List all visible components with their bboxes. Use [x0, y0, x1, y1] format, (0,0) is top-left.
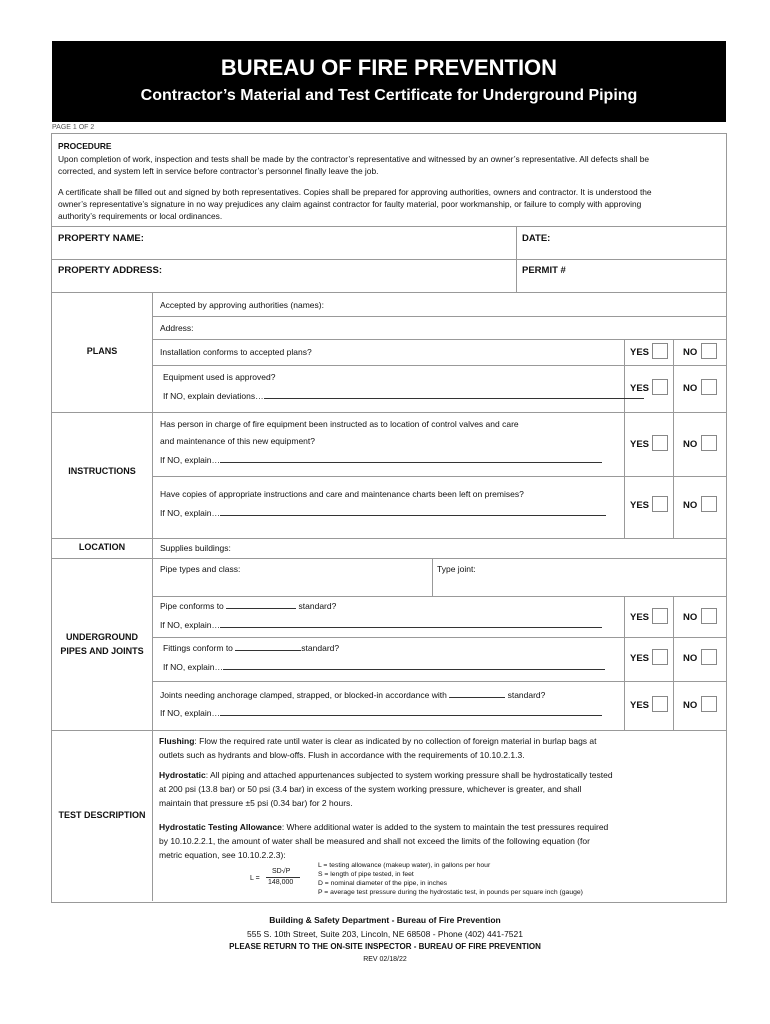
instruct-question-1: Has person in charge of fire equipment been instructed as to location of control valves and care: [160, 419, 519, 429]
joints-question: Joints needing anchorage clamped, strapped, or blocked-in accordance with standard?: [160, 690, 546, 700]
fittings-question: Fittings conform to standard?: [163, 643, 340, 653]
page-header: [52, 41, 726, 122]
hydrostatic-text-3: maintain that pressure ±5 psi (0.34 bar) for 2 hours.: [159, 798, 353, 808]
page-title: BUREAU OF FIRE PREVENTION: [220, 55, 558, 80]
footer-revision: REV 02/18/22: [363, 956, 407, 963]
flushing-text: Flushing: Flow the required rate until water is clear as indicated by no collection of foreign material in burlap bags at: [159, 736, 597, 746]
yes-checkbox-fittings[interactable]: [652, 649, 668, 665]
no-label: NO: [683, 347, 698, 358]
no-label: NO: [683, 383, 698, 394]
no-label: NO: [683, 500, 698, 511]
yes-label: YES: [630, 700, 650, 711]
equation-numerator: SD√P: [272, 868, 291, 875]
instruct-explain-2: If NO, explain…: [160, 507, 606, 520]
permit-field[interactable]: PERMIT #: [522, 265, 566, 276]
section-plans: PLANS: [86, 346, 118, 356]
hydrostatic-text-2: at 200 psi (13.8 bar) or 50 psi (3.4 bar) in excess of the system working pressure, whichever is greater, and shall: [159, 784, 582, 794]
explain-deviations: If NO, explain deviations…: [163, 390, 644, 403]
allowance-text: Hydrostatic Testing Allowance: Where additional water is added to the system to maintain the test pressures required: [159, 822, 609, 832]
section-underground: UNDERGROUND: [66, 632, 138, 642]
date-field[interactable]: DATE:: [522, 233, 551, 244]
procedure-heading: PROCEDURE: [58, 141, 112, 151]
yes-label: YES: [630, 439, 650, 450]
yes-checkbox-conforms[interactable]: [652, 343, 668, 359]
yes-checkbox-pipe[interactable]: [652, 608, 668, 624]
procedure-text-2b: owner’s representative’s signature in no way prejudices any claim against contractor for faulty material, poor workmanship, or failure to comply with approving: [58, 199, 642, 209]
instruct-question-1b: and maintenance of this new equipment?: [160, 436, 315, 446]
yes-checkbox-joints[interactable]: [652, 696, 668, 712]
no-checkbox-charts[interactable]: [701, 496, 717, 512]
pipe-explain: If NO, explain…: [160, 619, 602, 632]
no-checkbox-joints[interactable]: [701, 696, 717, 712]
joints-explain: If NO, explain…: [160, 707, 602, 720]
section-test-description: TEST DESCRIPTION: [58, 810, 146, 820]
yes-checkbox-instructed[interactable]: [652, 435, 668, 451]
pipe-types-field[interactable]: Pipe types and class:: [160, 564, 241, 574]
type-joint-field[interactable]: Type joint:: [437, 564, 476, 574]
yes-checkbox-charts[interactable]: [652, 496, 668, 512]
procedure-text-2a: A certificate shall be filled out and signed by both representatives. Copies shall be prepared for approving authorities, owners and contractor. It is understood the: [58, 187, 652, 197]
section-underground-2: PIPES AND JOINTS: [60, 646, 144, 656]
address-field[interactable]: Address:: [160, 323, 194, 333]
legend-s: S = length of pipe tested, in feet: [318, 871, 414, 878]
allowance-text-3: metric equation, see 10.10.2.2.3):: [159, 850, 286, 860]
equation-lhs: L =: [250, 875, 260, 882]
procedure-text-2c: authority’s requirements or local ordinances.: [58, 211, 223, 221]
no-checkbox-equipment[interactable]: [701, 379, 717, 395]
equation-fraction-bar: [266, 877, 300, 878]
yes-label: YES: [630, 500, 650, 511]
legend-l: L = testing allowance (makeup water), in gallons per hour: [318, 862, 491, 869]
equation-denominator: 148,000: [268, 879, 294, 886]
supplies-buildings-field[interactable]: Supplies buildings:: [160, 543, 231, 553]
pipe-conforms-question: Pipe conforms to standard?: [160, 601, 337, 611]
footer-return-notice: PLEASE RETURN TO THE ON-SITE INSPECTOR - BUREAU OF FIRE PREVENTION: [229, 942, 541, 951]
yes-label: YES: [630, 347, 650, 358]
property-name-field[interactable]: PROPERTY NAME:: [58, 233, 144, 244]
section-instructions: INSTRUCTIONS: [68, 466, 136, 476]
page-number: PAGE 1 OF 2: [52, 124, 95, 131]
footer-department: Building & Safety Department - Bureau of Fire Prevention: [269, 915, 501, 925]
no-label: NO: [683, 700, 698, 711]
hydrostatic-text: Hydrostatic: All piping and attached appurtenances subjected to system working pressure shall be hydrostatically tested: [159, 770, 613, 780]
legend-d: D = nominal diameter of the pipe, in inches: [318, 880, 448, 887]
footer-address: 555 S. 10th Street, Suite 203, Lincoln, NE 68508 - Phone (402) 441-7521: [247, 929, 523, 939]
procedure-text-1b: corrected, and system left in service before contractor’s personnel finally leave the job.: [58, 166, 379, 176]
page-subtitle: Contractor’s Material and Test Certificate for Underground Piping: [140, 87, 638, 104]
procedure-text-1a: Upon completion of work, inspection and tests shall be made by the contractor’s representative and witnessed by an owner’s representative. All defects shall be: [58, 154, 650, 164]
flushing-text-2: outlets such as hydrants and blow-offs. Flush in accordance with the requirements of 10.10.2.1.3.: [159, 750, 525, 760]
no-label: NO: [683, 612, 698, 623]
yes-label: YES: [630, 612, 650, 623]
fittings-explain: If NO, explain…: [163, 661, 605, 674]
no-label: NO: [683, 653, 698, 664]
instruct-question-2: Have copies of appropriate instructions and care and maintenance charts been left on premises?: [160, 489, 524, 499]
accepted-by-field[interactable]: Accepted by approving authorities (names):: [160, 300, 324, 310]
no-checkbox-instructed[interactable]: [701, 435, 717, 451]
property-address-field[interactable]: PROPERTY ADDRESS:: [58, 265, 162, 276]
yes-checkbox-equipment[interactable]: [652, 379, 668, 395]
allowance-text-2: by 10.10.2.2.1, the amount of water shall be measured and shall not exceed the limits of the following equation (for: [159, 836, 590, 846]
no-label: NO: [683, 439, 698, 450]
no-checkbox-fittings[interactable]: [701, 649, 717, 665]
conforms-question: Installation conforms to accepted plans?: [160, 347, 312, 357]
instruct-explain-1: If NO, explain…: [160, 454, 602, 467]
legend-p: P = average test pressure during the hydrostatic test, in pounds per square inch (gauge): [318, 889, 583, 896]
yes-label: YES: [630, 383, 650, 394]
no-checkbox-pipe[interactable]: [701, 608, 717, 624]
yes-label: YES: [630, 653, 650, 664]
equipment-question: Equipment used is approved?: [163, 372, 276, 382]
no-checkbox-conforms[interactable]: [701, 343, 717, 359]
section-location: LOCATION: [78, 542, 126, 552]
